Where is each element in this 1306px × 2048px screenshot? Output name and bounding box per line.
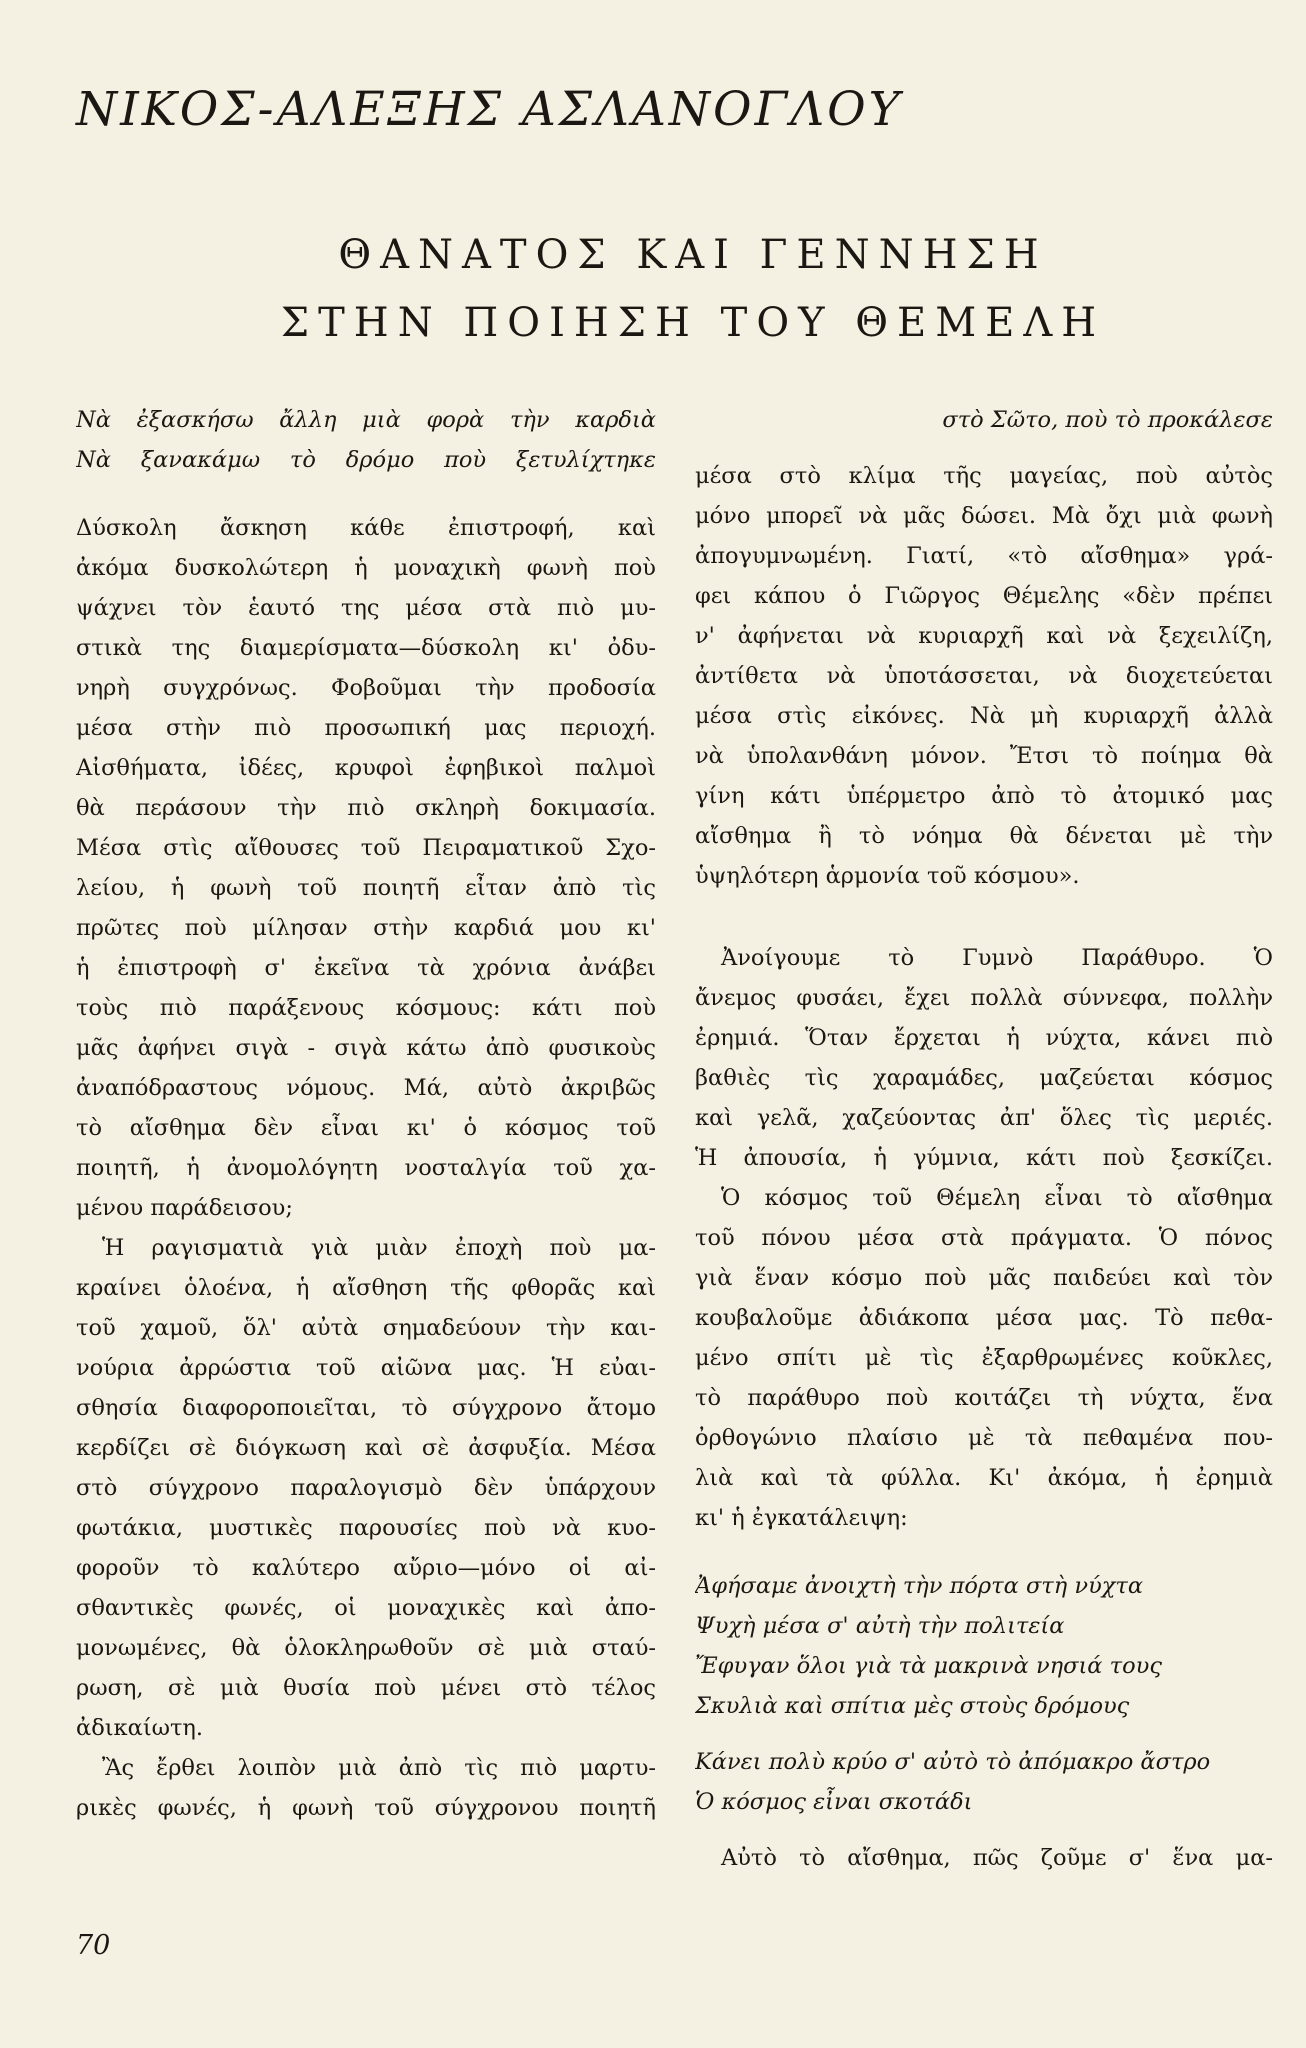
left-column-text-line: ἡ ἐπιστροφὴ σ' ἐκεῖνα τὰ χρόνια ἀνάβει: [76, 955, 656, 981]
left-column-text-line: τὸ αἴσθημα δὲν εἶναι κι' ὁ κόσμος τοῦ: [76, 1115, 656, 1141]
article-title-line-1: ΘΑΝΑΤΟΣ ΚΑΙ ΓΕΝΝΗΣΗ: [338, 232, 1048, 278]
right-column-text-line: μένο σπίτι μὲ τὶς ἐξαρθρωμένες κοῦκλες,: [695, 1345, 1273, 1371]
left-column: [76, 400, 656, 1828]
right-column-text-line: μέσα στὶς εἰκόνες. Νὰ μὴ κυριαρχῆ ἀλλὰ: [695, 703, 1273, 729]
left-column-text-line: ποιητῆ, ἡ ἀνομολόγητη νοσταλγία τοῦ χα-: [76, 1155, 656, 1181]
right-column-text-line: κουβαλοῦμε ἀδιάκοπα μέσα μας. Τὸ πεθα-: [695, 1305, 1273, 1331]
left-column-text-line: τοὺς πιὸ παράξενους κόσμους: κάτι ποὺ: [76, 995, 656, 1021]
left-column-text-line: Ἡ ραγισματιὰ γιὰ μιὰν ἐποχὴ ποὺ μα-: [102, 1235, 656, 1261]
right-column-text-line: Ἡ ἀπουσία, ἡ γύμνια, κάτι ποὺ ξεσκίζει.: [695, 1145, 1273, 1171]
right-column-text-line: Κάνει πολὺ κρύο σ' αὐτὸ τὸ ἀπόμακρο ἄστρο: [695, 1749, 1211, 1775]
left-column-spacer: [76, 480, 656, 508]
right-column-text-line: στὸ Σῶτο, ποὺ τὸ προκάλεσε: [942, 407, 1273, 433]
right-column-text-line: νὰ ὑπολανθάνη μόνον. Ἔτσι τὸ ποίημα θὰ: [695, 743, 1273, 769]
left-column-text-line: Δύσκολη ἄσκηση κάθε ἐπιστροφή, καὶ: [76, 515, 656, 541]
left-column-text-line: σθησία διαφοροποιεῖται, τὸ σύγχρονο ἄτομο: [76, 1395, 656, 1421]
left-column-text-line: πρῶτες ποὺ μίλησαν στὴν καρδιά μου κι': [76, 915, 656, 941]
left-column-text-line: λείου, ἡ φωνὴ τοῦ ποιητῆ εἶταν ἀπὸ τὶς: [76, 875, 656, 901]
right-column-text-line: ἄνεμος φυσάει, ἔχει πολλὰ σύννεφα, πολλὴν: [695, 985, 1273, 1011]
left-column-text-line: φωτάκια, μυστικὲς παρουσίες ποὺ νὰ κυο-: [76, 1515, 656, 1541]
left-column-text-line: κερδίζει σὲ διόγκωση καὶ σὲ ἀσφυξία. Μέσα: [76, 1435, 656, 1461]
right-column-spacer: [695, 1538, 1273, 1566]
left-column-text-line: τοῦ χαμοῦ, ὅλ' αὐτὰ σημαδεύουν τὴν και-: [76, 1315, 656, 1341]
right-column-text-line: ὑψηλότερη ἁρμονία τοῦ κόσμου».: [695, 863, 1080, 889]
right-column-text-line: τὸ παράθυρο ποὺ κοιτάζει τὴ νύχτα, ἕνα: [695, 1385, 1273, 1411]
right-column-text-line: Ὁ κόσμος τοῦ Θέμελη εἶναι τὸ αἴσθημα: [721, 1185, 1273, 1211]
left-column-text-line: ρικὲς φωνές, ἡ φωνὴ τοῦ σύγχρονου ποιητῆ: [76, 1795, 656, 1821]
left-column-text-line: φοροῦν τὸ καλύτερο αὔριο—μόνο οἱ αἰ-: [76, 1555, 656, 1581]
left-column-text-line: ἀδικαίωτη.: [76, 1715, 204, 1741]
left-column-text-line: ψάχνει τὸν ἑαυτό της μέσα στὰ πιὸ μυ-: [76, 595, 656, 621]
right-column-text-line: φει κάπου ὁ Γιῶργος Θέμελης «δὲν πρέπει: [695, 583, 1273, 609]
right-column-text-line: μέσα στὸ κλίμα τῆς μαγείας, ποὺ αὐτὸς: [695, 463, 1273, 489]
left-column-text-line: Ἂς ἔρθει λοιπὸν μιὰ ἀπὸ τὶς πιὸ μαρτυ-: [102, 1755, 656, 1781]
left-column-text-line: νούρια ἀρρώστια τοῦ αἰῶνα μας. Ἡ εὐαι-: [76, 1355, 656, 1381]
right-column-spacer: [695, 1726, 1273, 1742]
right-column-spacer: [695, 440, 1273, 456]
right-column-text-line: Σκυλιὰ καὶ σπίτια μὲς στοὺς δρόμους: [695, 1693, 1130, 1719]
left-column-text-line: ρωση, σὲ μιὰ θυσία ποὺ μένει στὸ τέλος: [76, 1675, 656, 1701]
right-column-text-line: ὀρθογώνιο πλαίσιο μὲ τὰ πεθαμένα που-: [695, 1425, 1273, 1451]
right-column-text-line: αἴσθημα ἢ τὸ νόημα θὰ δένεται μὲ τὴν: [695, 823, 1273, 849]
right-column-text-line: καὶ γελᾶ, χαζεύοντας ἀπ' ὅλες τὶς μεριές.: [695, 1105, 1273, 1131]
page-number: 70: [76, 1930, 111, 1961]
right-column-text-line: κι' ἡ ἐγκατάλειψη:: [695, 1505, 908, 1531]
right-column-text-line: βαθιὲς τὶς χαραμάδες, μαζεύεται κόσμος: [695, 1065, 1273, 1091]
right-column-spacer: [695, 896, 1273, 938]
left-column-text-line: ἀναπόδραστους νόμους. Μά, αὐτὸ ἀκριβῶς: [76, 1075, 656, 1101]
right-column-text-line: Ψυχὴ μέσα σ' αὐτὴ τὴν πολιτεία: [695, 1613, 1065, 1639]
right-column-text-line: γιὰ ἕναν κόσμο ποὺ μᾶς παιδεύει καὶ τὸν: [695, 1265, 1273, 1291]
right-column-text-line: τοῦ πόνου μέσα στὰ πράγματα. Ὁ πόνος: [695, 1225, 1273, 1251]
left-column-text-line: μέσα στὴν πιὸ προσωπική μας περιοχή.: [76, 715, 656, 741]
left-column-text-line: θὰ περάσουν τὴν πιὸ σκληρὴ δοκιμασία.: [76, 795, 656, 821]
right-column-text-line: Ἀνοίγουμε τὸ Γυμνὸ Παράθυρο. Ὁ: [721, 945, 1273, 971]
author-name: ΝΙΚΟΣ-ΑΛΕΞΗΣ ΑΣΛΑΝΟΓΛΟΥ: [76, 82, 903, 137]
article-title-line-2: ΣΤΗΝ ΠΟΙΗΣΗ ΤΟΥ ΘΕΜΕΛΗ: [280, 300, 1106, 346]
right-column: [695, 400, 1273, 1878]
right-column-text-line: Ἔφυγαν ὅλοι γιὰ τὰ μακρινὰ νησιά τους: [695, 1653, 1162, 1679]
right-column-text-line: Ἀφήσαμε ἀνοιχτὴ τὴν πόρτα στὴ νύχτα: [695, 1573, 1144, 1599]
right-column-text-line: Ὁ κόσμος εἶναι σκοτάδι: [695, 1789, 973, 1815]
right-column-text-line: ν' ἀφήνεται νὰ κυριαρχῆ καὶ νὰ ξεχειλίζη,: [695, 623, 1273, 649]
left-column-text-line: κραίνει ὁλοένα, ἡ αἴσθηση τῆς φθορᾶς καὶ: [76, 1275, 656, 1301]
left-column-text-line: ἀκόμα δυσκολώτερη ἡ μοναχικὴ φωνὴ ποὺ: [76, 555, 656, 581]
right-column-spacer: [695, 1822, 1273, 1838]
left-column-text-line: στὸ σύγχρονο παραλογισμὸ δὲν ὑπάρχουν: [76, 1475, 656, 1501]
left-column-text-line: μᾶς ἀφήνει σιγὰ - σιγὰ κάτω ἀπὸ φυσικοὺς: [76, 1035, 656, 1061]
right-column-text-line: ἀπογυμνωμένη. Γιατί, «τὸ αἴσθημα» γρά-: [695, 543, 1273, 569]
right-column-text-line: μόνο μπορεῖ νὰ μᾶς δώσει. Μὰ ὄχι μιὰ φωνὴ: [695, 503, 1273, 529]
right-column-text-line: λιὰ καὶ τὰ φύλλα. Κι' ἀκόμα, ἡ ἐρημιὰ: [695, 1465, 1273, 1491]
right-column-text-line: ἀντίθετα νὰ ὑποτάσσεται, νὰ διοχετεύεται: [695, 663, 1273, 689]
left-column-text-line: Νὰ ἐξασκήσω ἄλλη μιὰ φορὰ τὴν καρδιὰ: [76, 407, 656, 433]
left-column-text-line: σθαντικὲς φωνές, οἱ μοναχικὲς καὶ ἀπο-: [76, 1595, 656, 1621]
left-column-text-line: Μέσα στὶς αἴθουσες τοῦ Πειραματικοῦ Σχο-: [76, 835, 656, 861]
left-column-text-line: Νὰ ξανακάμω τὸ δρόμο ποὺ ξετυλίχτηκε: [76, 447, 656, 473]
right-column-text-line: Αὐτὸ τὸ αἴσθημα, πῶς ζοῦμε σ' ἕνα μα-: [721, 1845, 1273, 1871]
right-column-text-line: ἐρημιά. Ὅταν ἔρχεται ἡ νύχτα, κάνει πιὸ: [695, 1025, 1273, 1051]
left-column-text-line: στικὰ της διαμερίσματα—δύσκολη κι' ὀδυ-: [76, 635, 656, 661]
left-column-text-line: Αἰσθήματα, ἰδέες, κρυφοὶ ἐφηβικοὶ παλμοὶ: [76, 755, 656, 781]
left-column-text-line: μένου παράδεισου;: [76, 1195, 293, 1221]
left-column-text-line: νηρὴ συγχρόνως. Φοβοῦμαι τὴν προδοσία: [76, 675, 656, 701]
left-column-text-line: μονωμένες, θὰ ὁλοκληρωθοῦν σὲ μιὰ σταύ-: [76, 1635, 656, 1661]
right-column-text-line: γίνη κάτι ὑπέρμετρο ἀπὸ τὸ ἀτομικό μας: [695, 783, 1273, 809]
